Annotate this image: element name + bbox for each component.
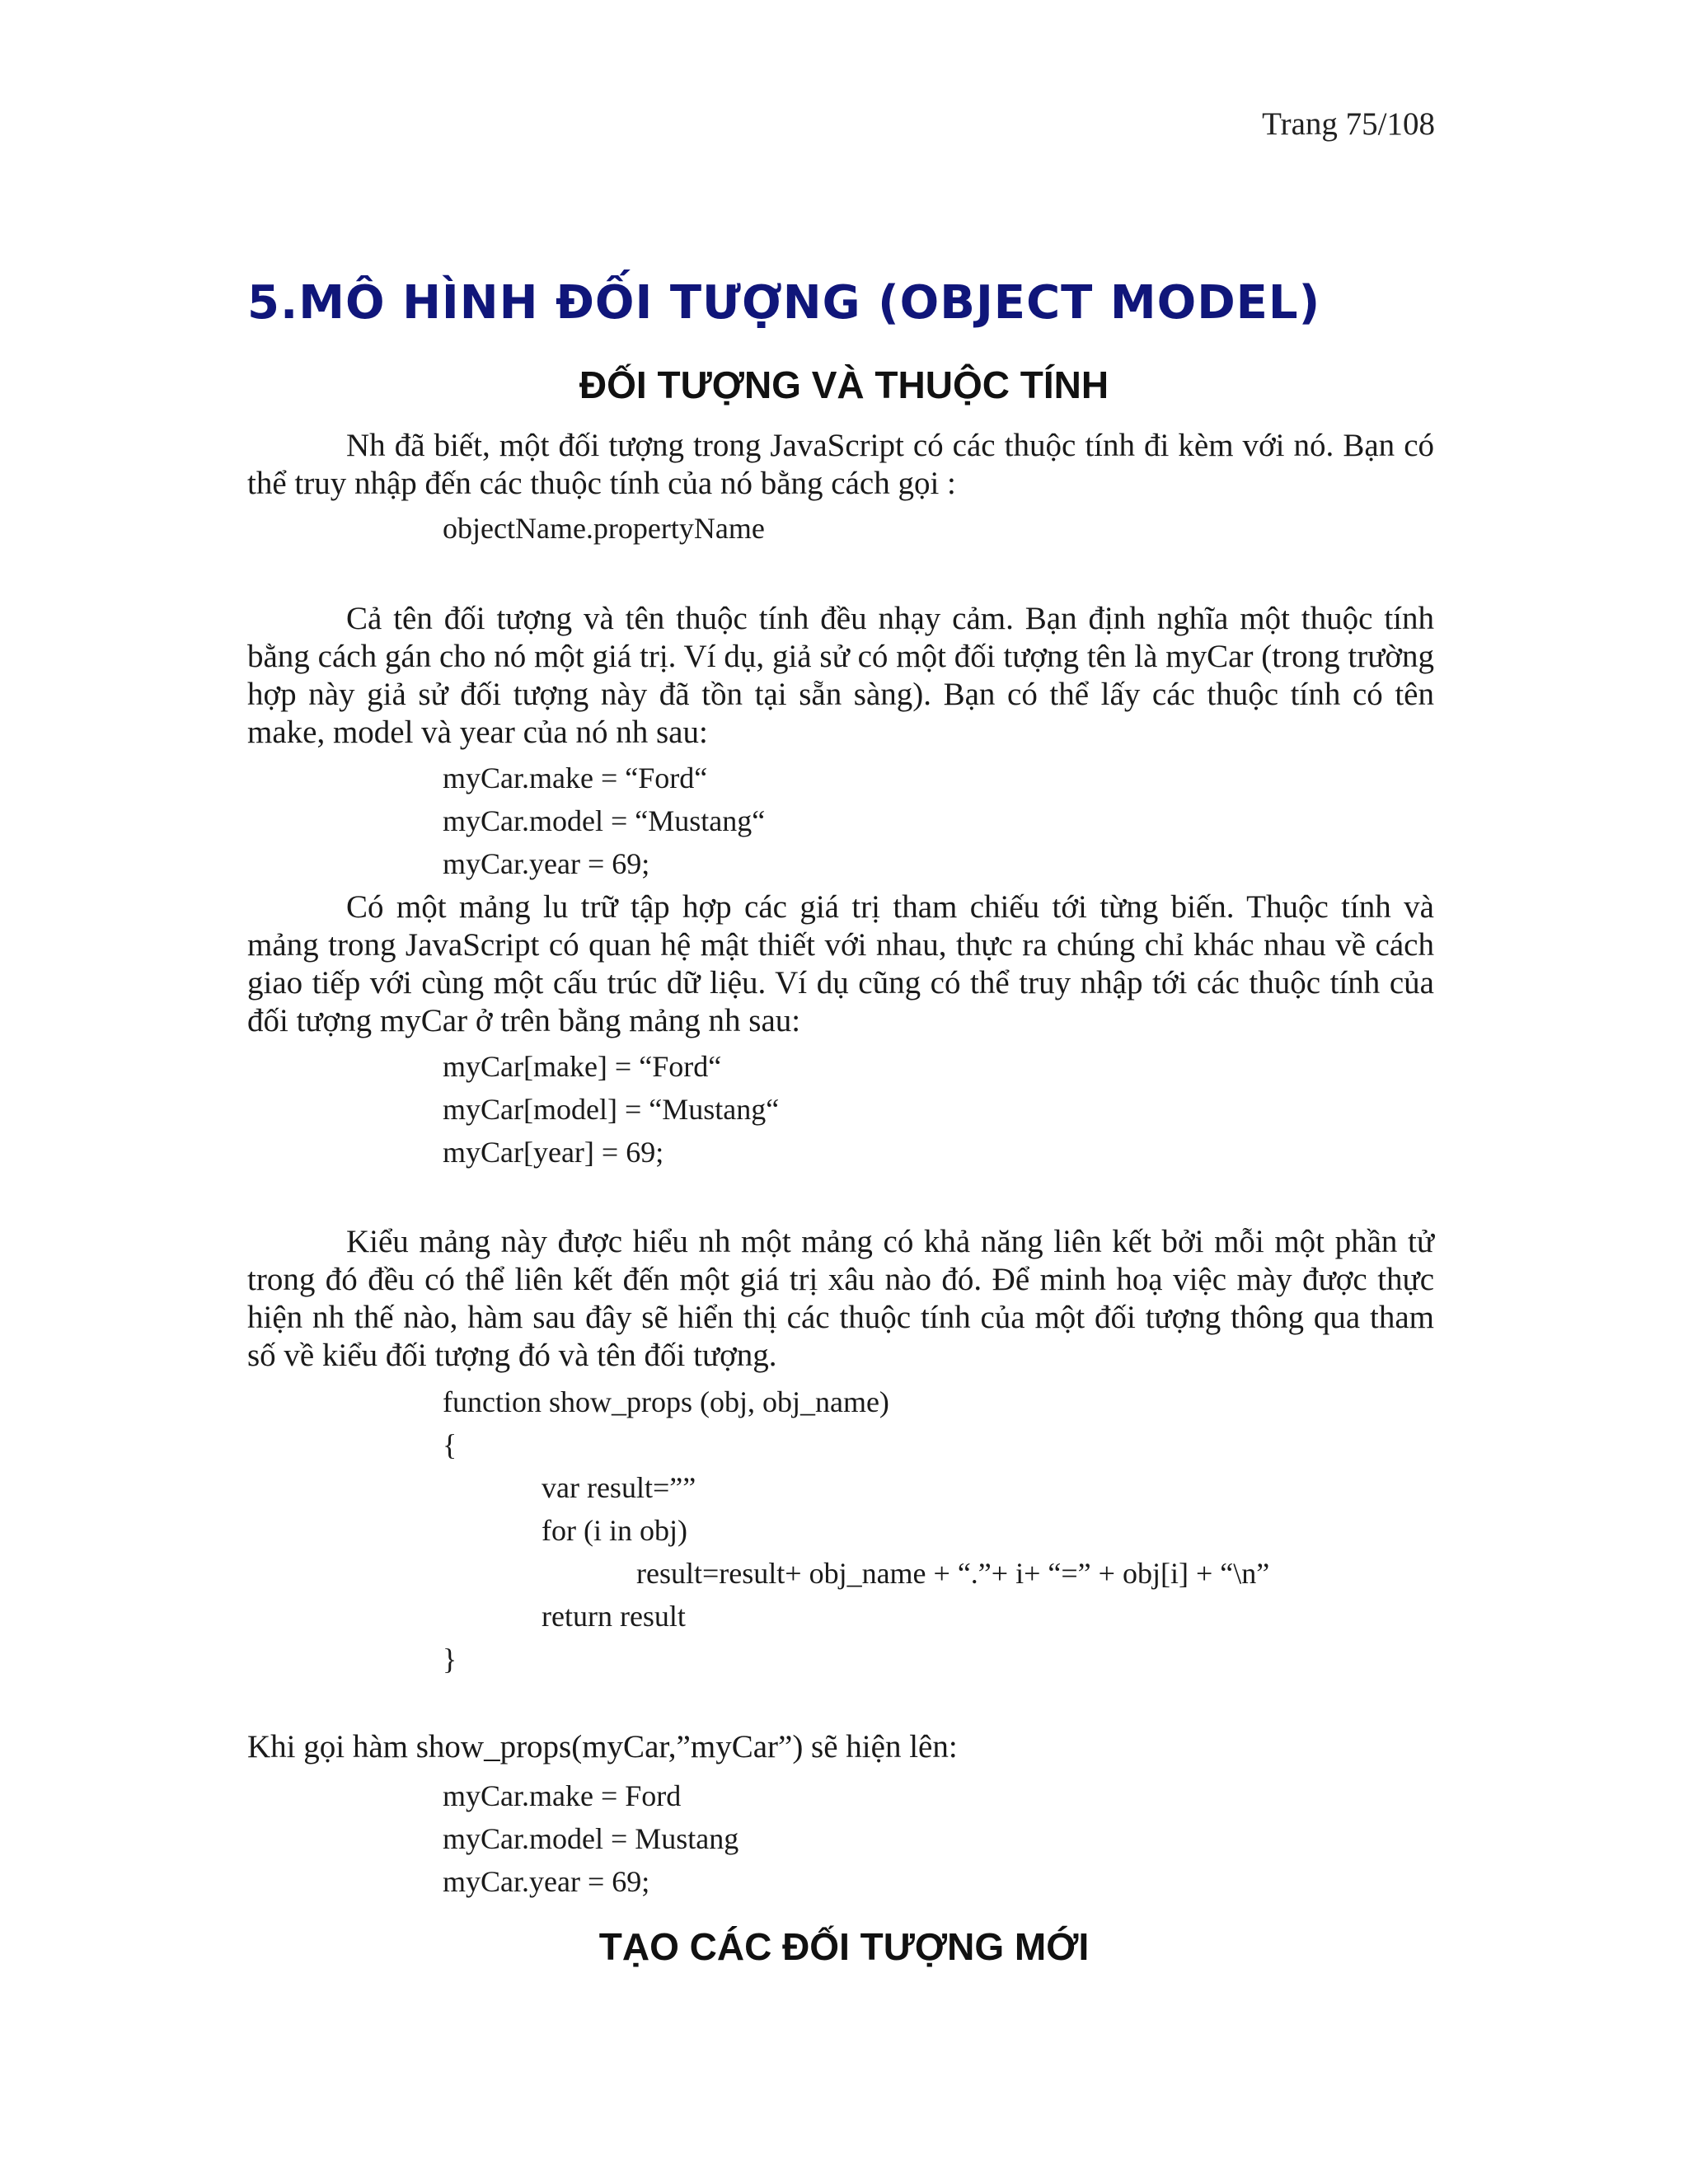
- code-output-make: myCar.make = Ford: [443, 1779, 682, 1812]
- code-result-concat: result=result+ obj_name + “.”+ i+ “=” + obj[i] + “\n”: [636, 1557, 1270, 1590]
- chapter-title: 5.MÔ HÌNH ĐỐI TƯỢNG (OBJECT MODEL): [247, 276, 1321, 330]
- code-output-year: myCar.year = 69;: [443, 1865, 650, 1898]
- code-array-make: myCar[make] = “Ford“: [443, 1050, 722, 1083]
- code-dot-year: myCar.year = 69;: [443, 847, 650, 880]
- code-dot-model: myCar.model = “Mustang“: [443, 804, 766, 837]
- page-number: Trang 75/108: [1262, 106, 1435, 142]
- paragraph-call-result: Khi gọi hàm show_props(myCar,”myCar”) sẽ hiện lên:: [247, 1729, 958, 1765]
- paragraph-arrays: Có một mảng lu trữ tập hợp các giá trị tham chiếu tới từng biến. Thuộc tính và mảng trong JavaScript có quan hệ mật thiết với nhau, thực ra chúng chỉ khác nhau về cách giao tiếp với cùng một cấu trúc dữ liệu. Ví dụ cũng có thể truy nhập tới các thuộc tính của đối tượng myCar ở trên bằng mảng nh sau:: [247, 889, 1434, 1038]
- code-return: return result: [542, 1600, 686, 1633]
- paragraph-intro: Nh đã biết, một đối tượng trong JavaScript có các thuộc tính đi kèm với nó. Bạn có thể truy nhập đến các thuộc tính của nó bằng cách gọi :: [247, 428, 1434, 501]
- code-dot-make: myCar.make = “Ford“: [443, 762, 708, 794]
- code-close-brace: }: [443, 1643, 457, 1675]
- section-title-new-objects: TẠO CÁC ĐỐI TƯỢNG MỚI: [598, 1925, 1090, 1968]
- code-property-access: objectName.propertyName: [443, 512, 765, 545]
- section-title-objects-properties: ĐỐI TƯỢNG VÀ THUỘC TÍNH: [579, 363, 1109, 406]
- code-output-model: myCar.model = Mustang: [443, 1822, 739, 1855]
- code-for-loop: for (i in obj): [542, 1514, 687, 1547]
- code-array-model: myCar[model] = “Mustang“: [443, 1093, 780, 1126]
- paragraph-case-sensitive: Cả tên đối tượng và tên thuộc tính đều nhạy cảm. Bạn định nghĩa một thuộc tính bằng cách gán cho nó một giá trị. Ví dụ, giả sử có một đối tượng tên là myCar (trong trường hợp này giả sử đối tượng này đã tồn tại sẵn sàng). Bạn có thể lấy các thuộc tính có tên make, model và year của nó nh sau:: [247, 601, 1434, 750]
- code-var-result: var result=””: [542, 1471, 696, 1504]
- code-function-signature: function show_props (obj, obj_name): [443, 1385, 889, 1418]
- code-open-brace: {: [443, 1428, 457, 1461]
- paragraph-associative-array: Kiểu mảng này được hiểu nh một mảng có khả năng liên kết bởi mỗi một phần tử trong đó đều có thể liên kết đến một giá trị xâu nào đó. Để minh hoạ việc mày được thực hiện nh thế nào, hàm sau đây sẽ hiển thị các thuộc tính của một đối tượng thông qua tham số về kiểu đối tượng đó và tên đối tượng.: [247, 1224, 1434, 1373]
- code-array-year: myCar[year] = 69;: [443, 1136, 664, 1169]
